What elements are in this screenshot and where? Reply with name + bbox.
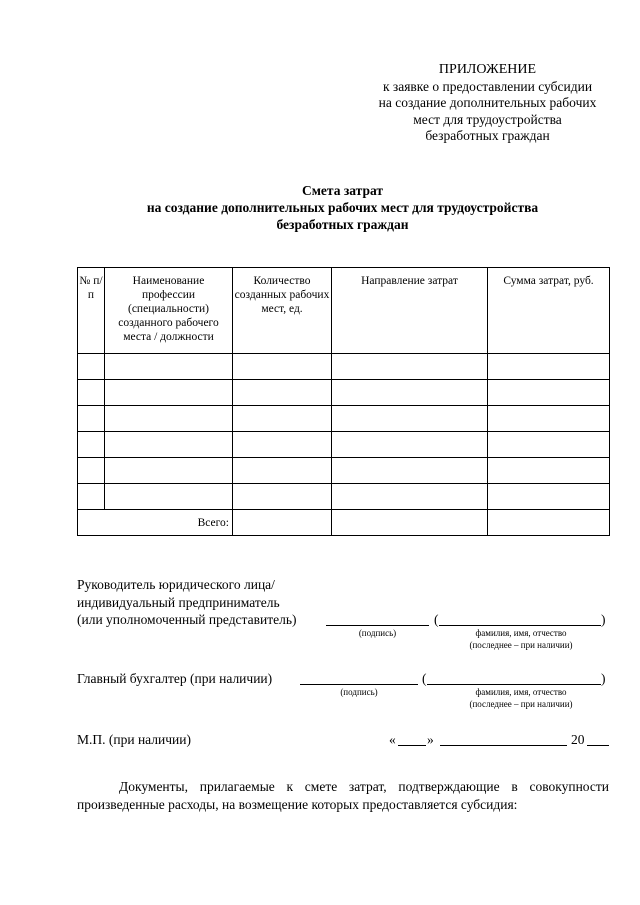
head-title-line: индивидуальный предприниматель	[77, 595, 280, 610]
table-cell[interactable]	[332, 380, 488, 406]
table-cell[interactable]	[488, 380, 610, 406]
date-year-field[interactable]	[587, 745, 609, 746]
table-cell[interactable]	[233, 484, 332, 510]
table-cell[interactable]	[332, 406, 488, 432]
name-caption-note: (последнее – при наличии)	[469, 699, 573, 709]
appendix-line: на создание дополнительных рабочих	[378, 95, 597, 110]
open-paren: (	[422, 671, 427, 686]
table-row	[78, 380, 610, 406]
total-direction-cell[interactable]	[332, 510, 488, 536]
close-paren: )	[601, 671, 606, 686]
appendix-title: ПРИЛОЖЕНИЕ	[438, 62, 537, 77]
accountant-name-field[interactable]	[427, 684, 601, 685]
quote-close: »	[427, 732, 434, 747]
title-line: Смета затрат	[301, 183, 384, 198]
table-cell[interactable]	[233, 432, 332, 458]
table-cell[interactable]	[332, 354, 488, 380]
appendix-line: безработных граждан	[425, 128, 550, 143]
name-caption: фамилия, имя, отчество	[475, 687, 567, 697]
table-cell[interactable]	[233, 406, 332, 432]
table-cell[interactable]	[78, 432, 105, 458]
total-sum-cell[interactable]	[488, 510, 610, 536]
head-title-line: Руководитель юридического лица/	[77, 577, 275, 592]
name-caption-note: (последнее – при наличии)	[469, 640, 573, 650]
table-cell[interactable]	[105, 432, 233, 458]
cost-estimate-table	[77, 267, 610, 536]
stamp-label: М.П. (при наличии)	[77, 732, 191, 747]
table-cell[interactable]	[78, 406, 105, 432]
table-cell[interactable]	[233, 458, 332, 484]
table-row	[78, 432, 610, 458]
open-paren: (	[434, 612, 439, 627]
date-day-field[interactable]	[398, 745, 426, 746]
accountant-label: Главный бухгалтер (при наличии)	[77, 671, 273, 686]
table-cell[interactable]	[78, 484, 105, 510]
column-header-sum: Сумма затрат, руб.	[488, 268, 610, 354]
total-label: Всего:	[78, 510, 233, 536]
appendix-block	[340, 62, 635, 145]
table-cell[interactable]	[78, 380, 105, 406]
table-cell[interactable]	[105, 406, 233, 432]
table-cell[interactable]	[488, 484, 610, 510]
table-cell[interactable]	[105, 484, 233, 510]
signature-caption: (подпись)	[358, 628, 397, 638]
table-cell[interactable]	[105, 354, 233, 380]
column-header-profession: Наименование профессии (специальности) созданного рабочего места / должности	[105, 268, 233, 354]
date-month-field[interactable]	[440, 745, 567, 746]
table-cell[interactable]	[233, 354, 332, 380]
table-cell[interactable]	[105, 380, 233, 406]
table-cell[interactable]	[488, 432, 610, 458]
year-prefix: 20	[571, 732, 585, 747]
table-cell[interactable]	[78, 458, 105, 484]
title-line: на создание дополнительных рабочих мест для трудоустройства	[146, 200, 539, 215]
title-line: безработных граждан	[276, 217, 409, 232]
appendix-line: мест для трудоустройства	[413, 111, 562, 127]
name-caption: фамилия, имя, отчество	[475, 628, 567, 638]
head-name-field[interactable]	[439, 625, 601, 626]
column-header-number: № п/п	[78, 268, 105, 354]
table-cell[interactable]	[105, 458, 233, 484]
table-cell[interactable]	[78, 354, 105, 380]
table-row	[78, 406, 610, 432]
table-cell[interactable]	[488, 458, 610, 484]
table-header-row	[78, 268, 610, 354]
quote-open: «	[389, 732, 396, 747]
table-row	[78, 354, 610, 380]
table-cell[interactable]	[233, 380, 332, 406]
table-row	[78, 484, 610, 510]
total-quantity-cell[interactable]	[233, 510, 332, 536]
signature-caption: (подпись)	[340, 687, 378, 697]
column-header-direction: Направление затрат	[332, 268, 488, 354]
column-header-quantity: Количество созданных рабочих мест, ед.	[233, 268, 332, 354]
document-title	[70, 182, 615, 233]
table-cell[interactable]	[488, 406, 610, 432]
table-cell[interactable]	[332, 458, 488, 484]
table-row	[78, 458, 610, 484]
appendix-line: к заявке о предоставлении субсидии	[382, 78, 593, 94]
table-total-row	[78, 510, 610, 536]
table-cell[interactable]	[332, 484, 488, 510]
head-title-line: (или уполномоченный представитель)	[77, 612, 297, 627]
accountant-signature-field[interactable]	[300, 684, 418, 685]
close-paren: )	[601, 612, 606, 627]
documents-paragraph: Документы, прилагаемые к смете затрат, подтверждающие в совокупности произведенные расходы, на возмещение которых предоставляется субсидия:	[77, 779, 609, 812]
head-signature-field[interactable]	[326, 625, 429, 626]
table-cell[interactable]	[332, 432, 488, 458]
table-cell[interactable]	[488, 354, 610, 380]
